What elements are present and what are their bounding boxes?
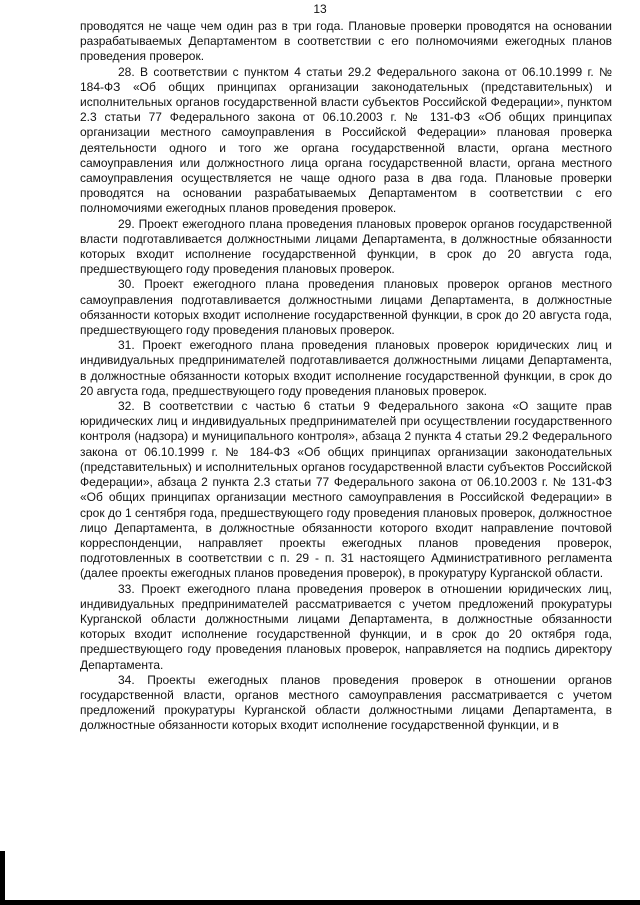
paragraph-33: 33. Проект ежегодного плана проведения проверок в отношении юридических лиц, индивидуальных предпринимателей рассматривается с учетом предложений прокуратуры Курганской области должностными лицами Департамента, в должностные обязанности которых входит исполнение государственной функции, и в срок до 20 октября года, предшествующего году проведения плановых проверок, направляется на подпись директору Департамента.	[80, 581, 612, 672]
paragraph-32: 32. В соответствии с частью 6 статьи 9 Федерального закона «О защите прав юридических лиц и индивидуальных предпринимателей при осуществлении государственного контроля (надзора) и муниципального контроля», абзаца 2 пункта 4 статьи 29.2 Федерального закона от 06.10.1999 г. № 184-ФЗ «Об общих принципах организации законодательных (представительных) и исполнительных органов государственной власти субъектов Российской Федерации», абзаца 2 пункта 2.3 статьи 77 Федерального закона от 06.10.2003 г. № 131-ФЗ «Об общих принципах организации местного самоуправления в Российской Федерации» в срок до 1 сентября года, предшествующего году проведения плановых проверок, должностное лицо Департамента, в должностные обязанности которого входит направление почтовой корреспонденции, направляет проекты ежегодных планов проведения проверок, подготовленных в соответствии с п. 29 - п. 31 настоящего Административного регламента (далее проекты ежегодных планов проведения проверок), в прокуратуру Курганской области.	[80, 399, 612, 581]
paragraph-31: 31. Проект ежегодного плана проведения плановых проверок юридических лиц и индивидуальных предпринимателей подготавливается должностными лицами Департамента, в должностные обязанности которых входит исполнение государственной функции, в срок до 20 августа года, предшествующего году проведения плановых проверок.	[80, 338, 612, 398]
page-number: 13	[313, 2, 327, 16]
document-body	[80, 19, 612, 734]
paragraph-29: 29. Проект ежегодного плана проведения плановых проверок органов государственной власти подготавливается должностными лицами Департамента, в должностные обязанности которых входит исполнение государственной функции, в срок до 20 августа года, предшествующего году проведения плановых проверок.	[80, 216, 612, 277]
paragraph-28: 28. В соответствии с пунктом 4 статьи 29.2 Федерального закона от 06.10.1999 г. № 184-ФЗ «Об общих принципах организации законодательных (представительных) и исполнительных органов государственной власти субъектов Российской Федерации», пунктом 2.3 статьи 77 Федерального закона от 06.10.2003 г. № 131-ФЗ «Об общих принципах организации местного самоуправления в Российской Федерации» плановая проверка деятельности одного и того же органа государственной власти, органа местного самоуправления или должностного лица органа государственной власти, органа местного самоуправления осуществляется не чаще одного раза в два года. Плановые проверки проводятся на основании разрабатываемых Департаментом в соответствии с его полномочиями ежегодных планов проведения проверок.	[80, 64, 612, 216]
paragraph-30: 30. Проект ежегодного плана проведения плановых проверок органов местного самоуправления подготавливается должностными лицами Департамента, в должностные обязанности которых входит исполнение государственной функции, в срок до 20 августа года, предшествующего году проведения плановых проверок.	[80, 277, 612, 338]
paragraph-27-continuation: проводятся не чаще чем один раз в три года. Плановые проверки проводятся на основании разрабатываемых Департаментом в соответствии с его полномочиями ежегодных планов проведения проверок.	[80, 19, 612, 64]
scan-frame-border	[0, 851, 640, 905]
paragraph-34: 34. Проекты ежегодных планов проведения проверок в отношении органов государственной власти, органов местного самоуправления рассматривается с учетом предложений прокуратуры Курганской области должностными лицами Департамента, в должностные обязанности которых входит исполнение государственной функции, и в	[80, 672, 612, 733]
